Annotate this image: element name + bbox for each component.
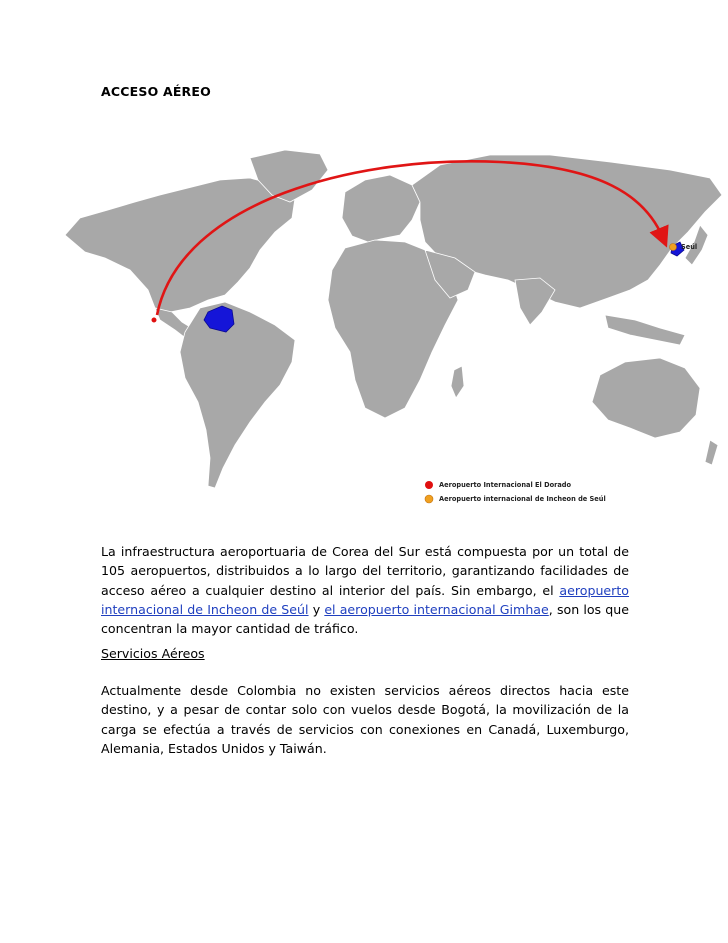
new-zealand <box>705 440 718 465</box>
airport-infrastructure-paragraph <box>101 542 629 638</box>
el-dorado-marker <box>151 317 157 323</box>
map-legend <box>425 481 606 503</box>
legend-label-incheon: Aeropuerto internacional de Incheon de Seúl <box>439 495 606 503</box>
legend-swatch-incheon <box>425 495 433 503</box>
europe <box>342 175 420 242</box>
legend-swatch-el-dorado <box>425 481 433 489</box>
madagascar <box>451 366 464 398</box>
air-services-paragraph: Actualmente desde Colombia no existen servicios aéreos directos hacia este destino, y a pesar de contar solo con vuelos desde Bogotá, la movilización de la carga se efectúa a través de servicios con conexiones en Canadá, Luxemburgo, Alemania, Estados Unidos y Taiwán. <box>101 683 629 756</box>
world-map <box>60 140 725 515</box>
india <box>515 278 555 325</box>
south-america <box>180 302 295 488</box>
paragraph-text: , son los que concentran la mayor cantidad de tráfico. <box>101 601 629 637</box>
air-services-subheading: Servicios Aéreos <box>101 646 205 661</box>
paragraph-text: La infraestructura aeroportuaria de Corea del Sur está compuesta por un total de 105 aeropuertos, distribuidos a lo largo del territorio, garantizando facilidades de acceso aéreo a cualquier destino al interior del país. Sin embargo, el <box>101 544 629 598</box>
north-america <box>65 178 295 312</box>
paragraph-text: y <box>308 601 325 617</box>
legend-label-el-dorado: Aeropuerto Internacional El Dorado <box>439 481 572 489</box>
incheon-airport-link[interactable]: aeropuerto internacional de Incheon de Seúl <box>101 582 629 617</box>
southeast-asia-islands <box>605 315 685 345</box>
world-map-graphic <box>60 140 725 515</box>
seoul-label: Seúl <box>681 243 698 251</box>
gimhae-airport-link[interactable]: el aeropuerto internacional Gimhae <box>324 601 549 617</box>
incheon-marker <box>670 244 677 251</box>
page-heading: ACCESO AÉREO <box>101 84 211 99</box>
landmass <box>65 150 722 488</box>
australia <box>592 358 700 438</box>
